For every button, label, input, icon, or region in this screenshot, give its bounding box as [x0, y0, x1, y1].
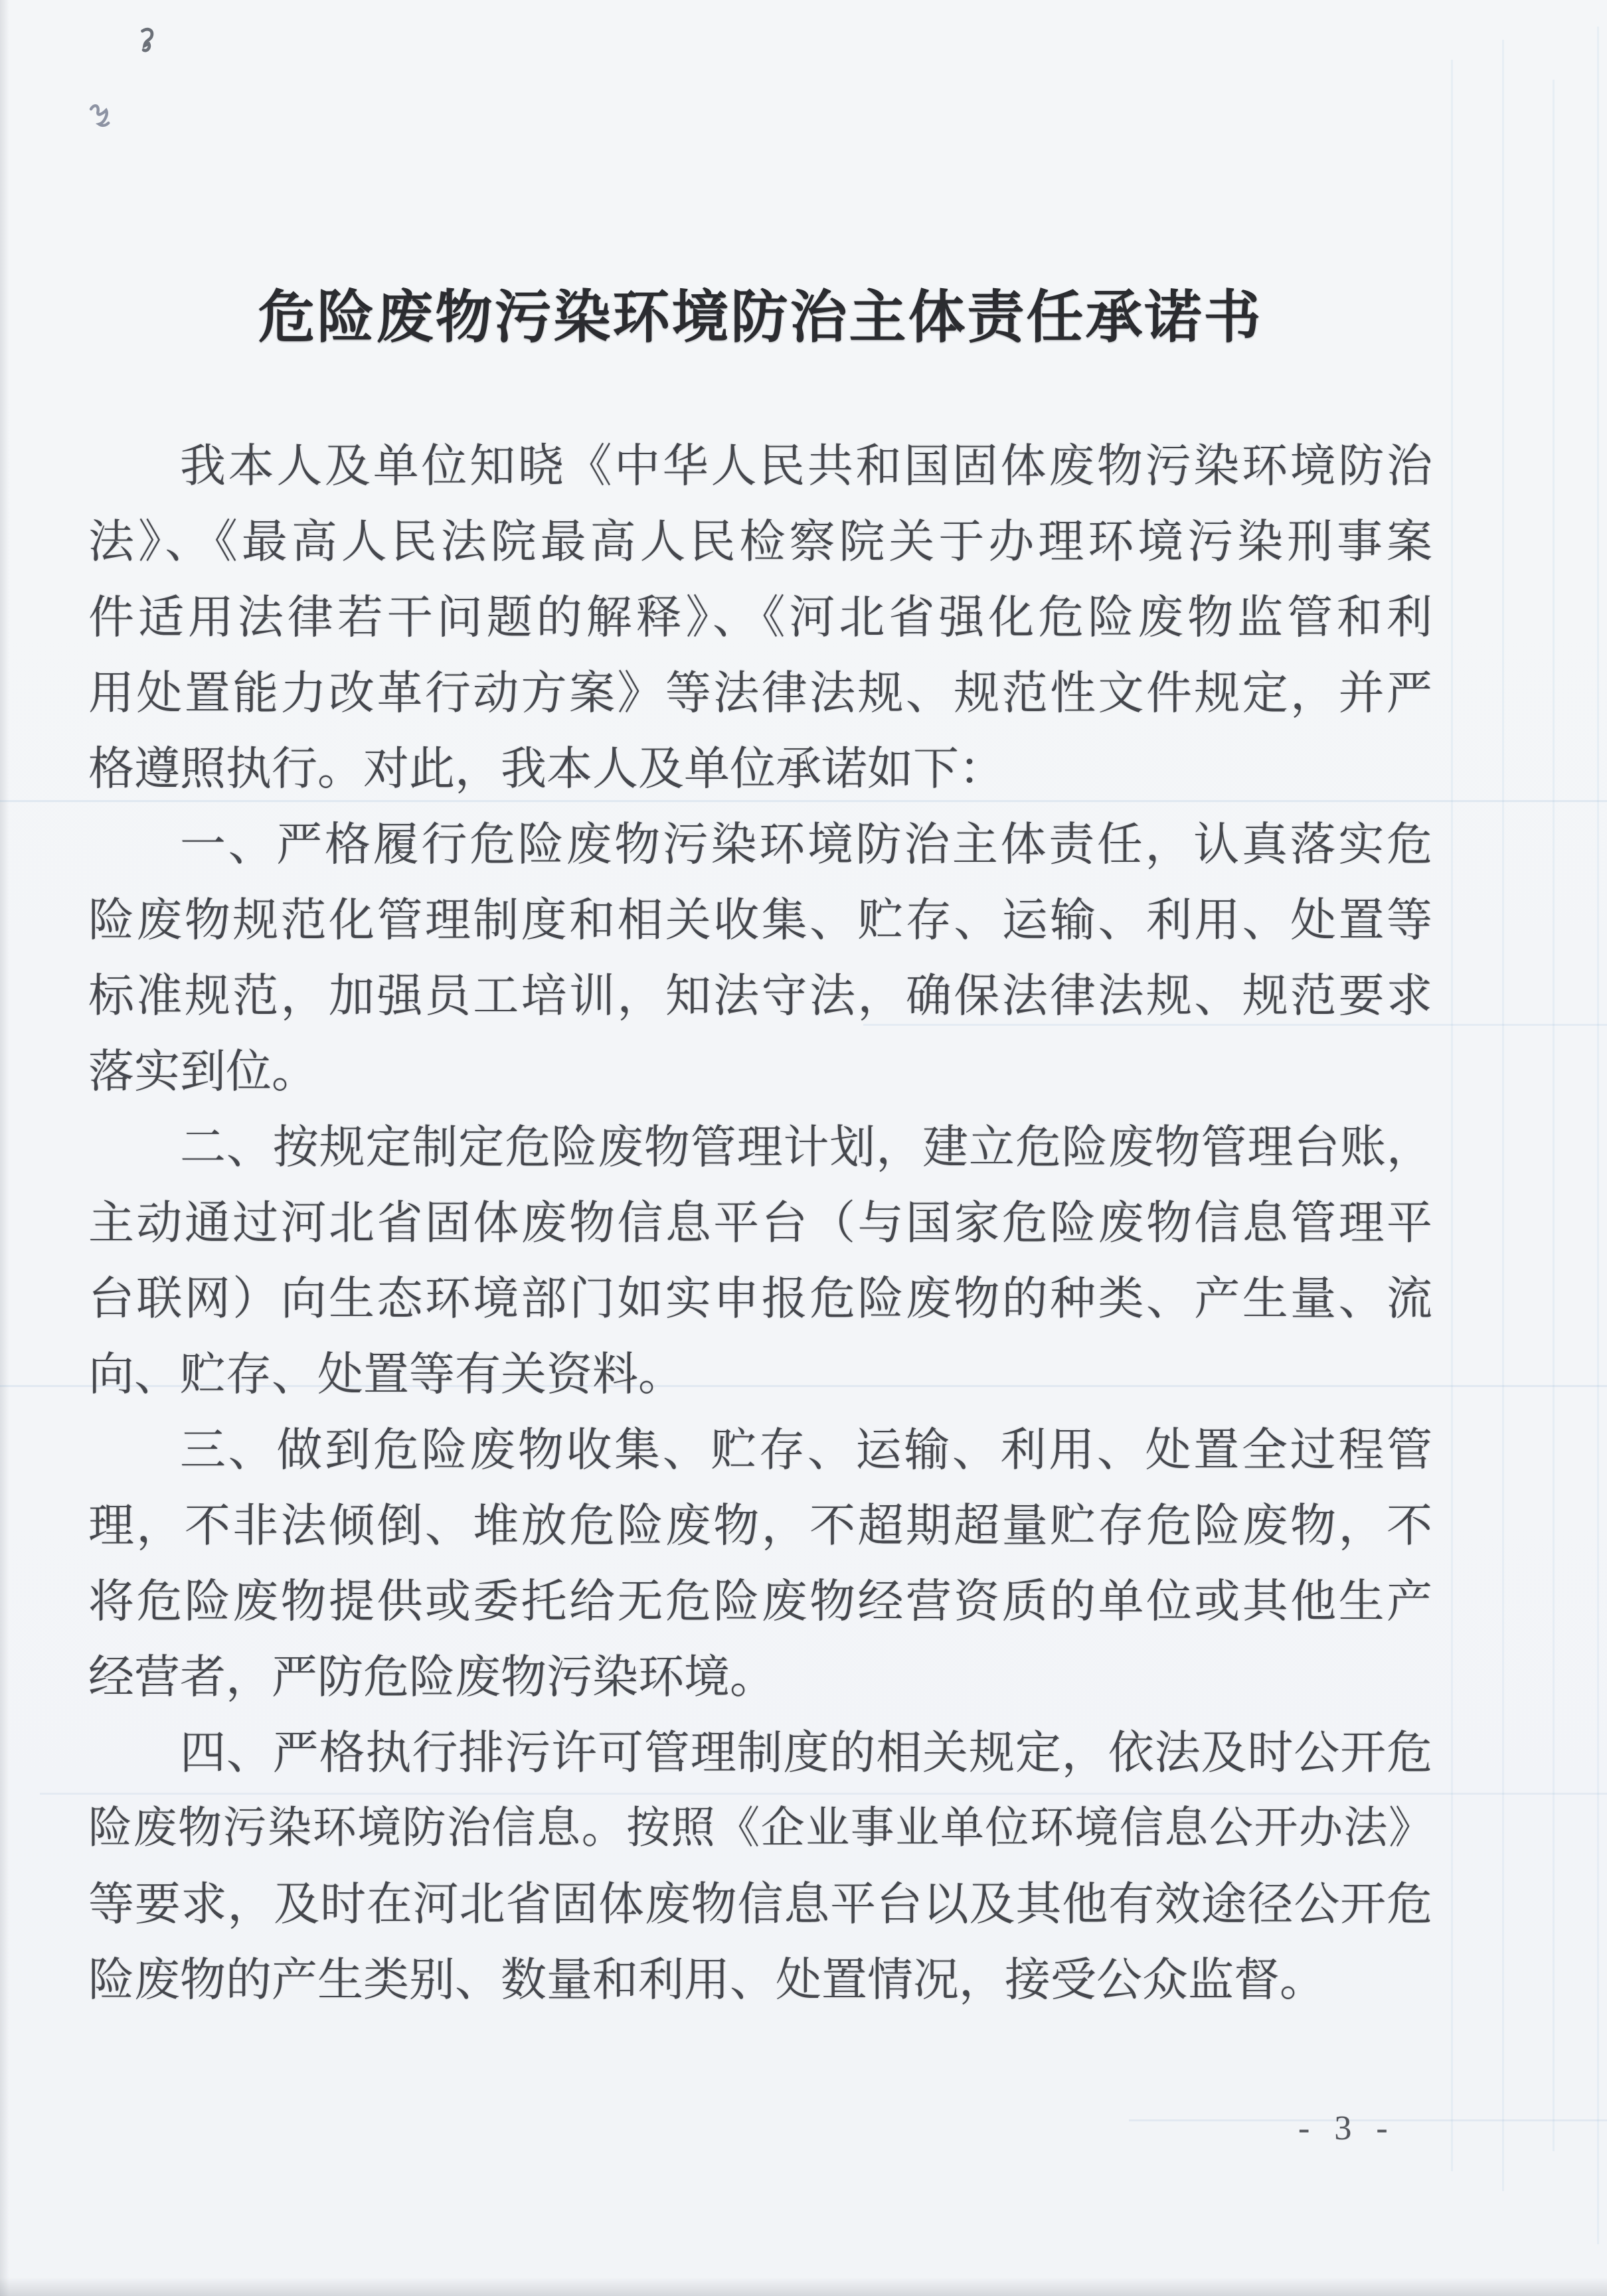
text-line: 我本人及单位知晓《中华人民共和国固体废物污染环境防治 — [180, 441, 1432, 491]
text-line: 格遵照执行。对此，我本人及单位承诺如下： — [88, 744, 1005, 794]
text-line: 件适用法律若干问题的解释》、《河北省强化危险废物监管和利 — [88, 592, 1432, 643]
text-line: 向、贮存、处置等有关资料。 — [88, 1349, 684, 1400]
text-line: 主动通过河北省固体废物信息平台（与国家危险废物信息管理平 — [88, 1198, 1432, 1248]
text-line: 台联网）向生态环境部门如实申报危险废物的种类、产生量、流 — [88, 1273, 1432, 1324]
scan-edge-shadow-bottom — [0, 2277, 1607, 2296]
ink-smudge — [136, 27, 161, 54]
paragraph — [88, 1715, 1432, 2018]
text-line: 三、做到危险废物收集、贮存、运输、利用、处置全过程管 — [180, 1425, 1432, 1475]
text-line: 法》、《最高人民法院最高人民检察院关于办理环境污染刑事案 — [88, 517, 1432, 567]
text-line: 理，不非法倾倒、堆放危险废物，不超期超量贮存危险废物，不 — [88, 1501, 1432, 1551]
text-line: 二、按规定制定危险废物管理计划，建立危险废物管理台账， — [180, 1122, 1432, 1173]
page-number: - 3 - — [1298, 2109, 1396, 2147]
scan-artifact-line — [1451, 60, 1453, 2171]
scan-edge-shadow-left — [0, 0, 9, 2296]
text-line: 等要求，及时在河北省固体废物信息平台以及其他有效途径公开危 — [88, 1879, 1432, 1929]
text-line: 用处置能力改革行动方案》等法律法规、规范性文件规定，并严 — [88, 668, 1432, 718]
text-line: 一、严格履行危险废物污染环境防治主体责任，认真落实危 — [180, 819, 1432, 870]
paragraph — [88, 807, 1432, 1109]
text-line: 经营者，严防危险废物污染环境。 — [88, 1652, 776, 1702]
document-body — [88, 428, 1432, 2018]
paragraph — [88, 1412, 1432, 1715]
paragraph — [88, 1109, 1432, 1412]
scan-artifact-line — [1553, 80, 1555, 2151]
text-line: 四、严格执行排污许可管理制度的相关规定，依法及时公开危 — [180, 1728, 1432, 1778]
scan-artifact-line — [1502, 40, 1504, 2191]
text-line: 险废物规范化管理制度和相关收集、贮存、运输、利用、处置等 — [88, 895, 1432, 945]
text-line: 险废物污染环境防治信息。按照《企业事业单位环境信息公开办法》 — [88, 1804, 1432, 1852]
text-line: 将危险废物提供或委托给无危险废物经营资质的单位或其他生产 — [88, 1576, 1432, 1627]
text-line: 标准规范，加强员工培训，知法守法，确保法律法规、规范要求 — [88, 971, 1432, 1021]
text-line: 险废物的产生类别、数量和利用、处置情况，接受公众监督。 — [88, 1955, 1325, 2005]
paragraph — [88, 428, 1432, 807]
document-title: 危险废物污染环境防治主体责任承诺书 — [258, 286, 1263, 349]
scan-artifact-line — [1597, 27, 1599, 2244]
ink-smudge — [86, 100, 114, 130]
text-line: 落实到位。 — [88, 1046, 317, 1097]
